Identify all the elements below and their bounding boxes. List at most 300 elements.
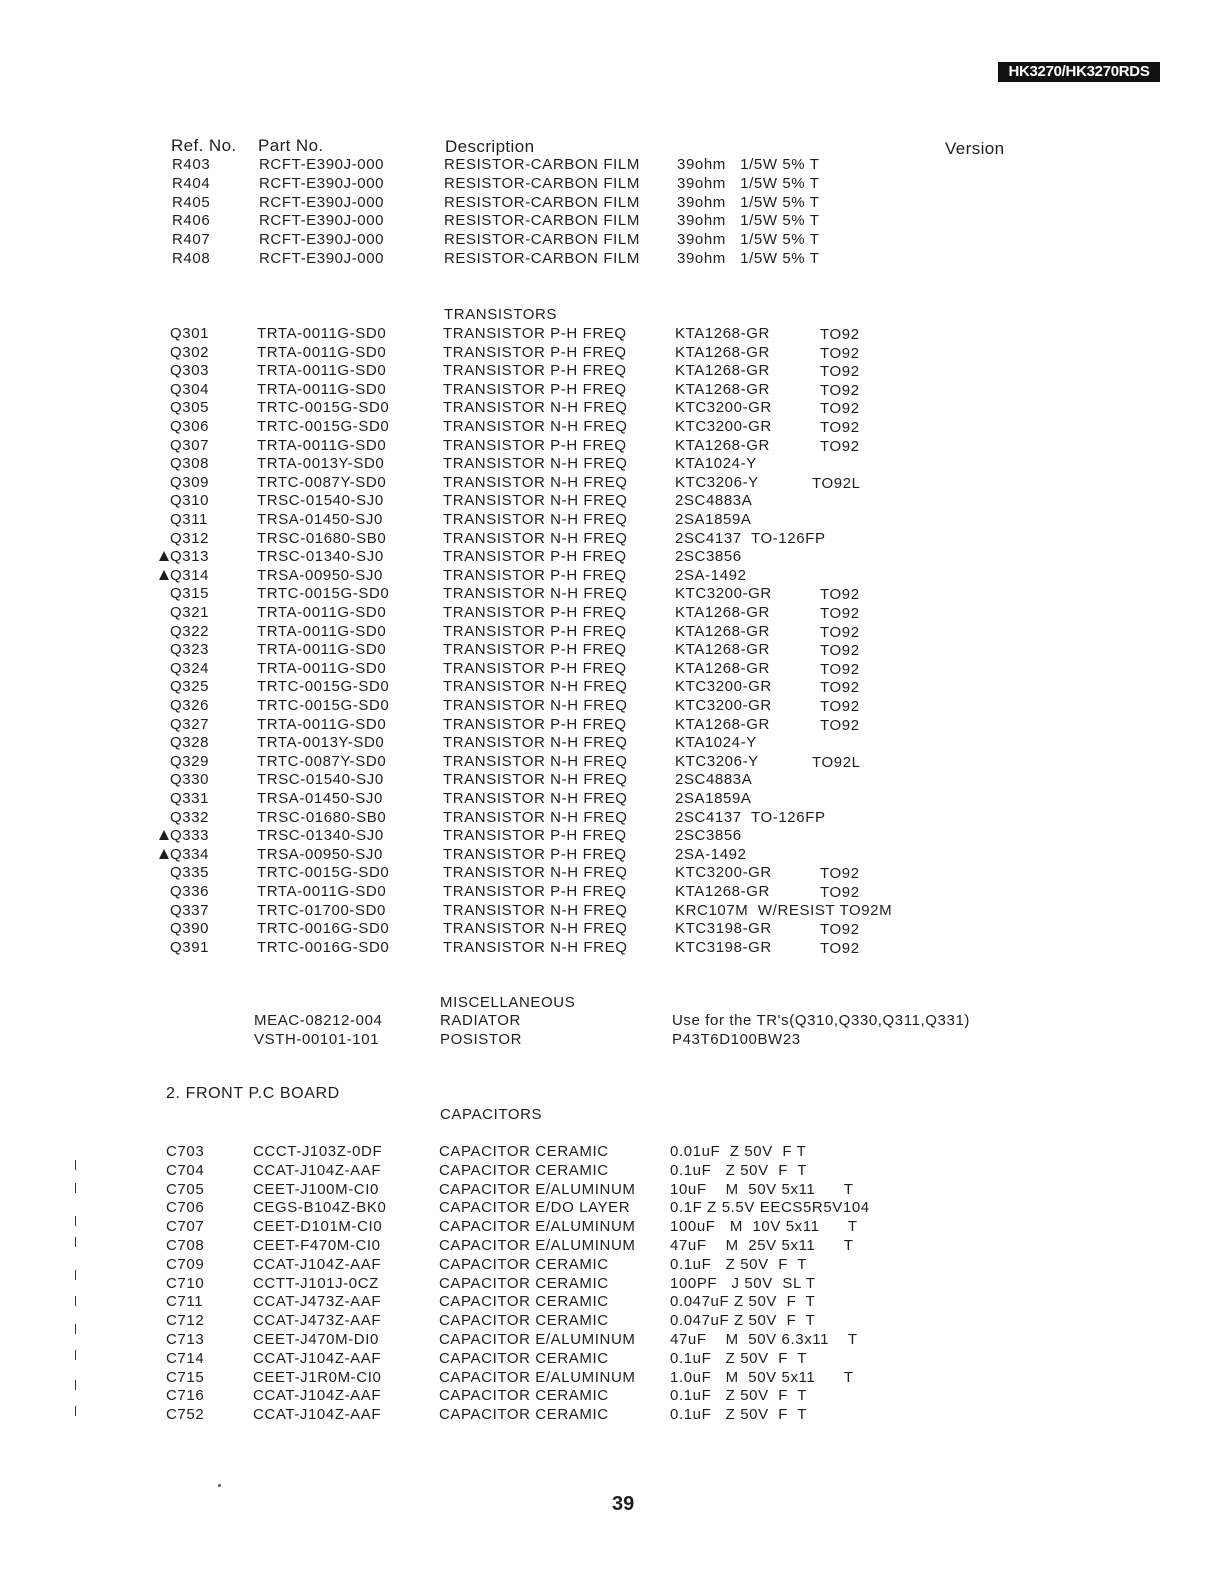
part-no: TRSC-01340-SJ0 (257, 827, 384, 844)
ref-no (166, 1331, 204, 1348)
ref-no-text: Q334 (170, 846, 210, 863)
binder-mark (75, 1350, 76, 1360)
ref-no (170, 753, 209, 770)
ref-no-text: Q302 (170, 344, 210, 361)
spec: 2SC4883A (675, 771, 753, 788)
ref-no (172, 175, 210, 192)
spec: KTA1268-GR (675, 344, 770, 361)
description: TRANSISTOR P-H FREQ (443, 604, 627, 621)
ref-no (170, 474, 209, 491)
ref-no-text: Q306 (170, 418, 210, 435)
spec: KTC3200-GR (675, 697, 772, 714)
ref-no-text: C714 (166, 1350, 205, 1367)
package: TO92 (820, 884, 860, 901)
package: TO92 (820, 382, 860, 399)
ref-no-text: Q304 (170, 381, 210, 398)
ref-no (170, 864, 209, 881)
section-title-capacitors: CAPACITORS (440, 1106, 543, 1123)
spec: 2SC4137 TO-126FP (675, 530, 826, 547)
ref-no-text: Q337 (170, 902, 210, 919)
ref-no-text: Q322 (170, 623, 210, 640)
spec: KRC107M W/RESIST TO92M (675, 902, 893, 919)
part-no: CCAT-J473Z-AAF (253, 1293, 382, 1310)
ref-no (170, 809, 209, 826)
description: TRANSISTOR P-H FREQ (443, 716, 627, 733)
description: TRANSISTOR P-H FREQ (443, 344, 627, 361)
spec: 0.1uF Z 50V F T (670, 1162, 808, 1179)
spec: KTA1268-GR (675, 660, 770, 677)
description: TRANSISTOR P-H FREQ (443, 827, 627, 844)
ref-no-text: C706 (166, 1199, 205, 1216)
description: TRANSISTOR N-H FREQ (443, 809, 628, 826)
spec: 0.047uF Z 50V F T (670, 1293, 816, 1310)
description: TRANSISTOR N-H FREQ (443, 492, 628, 509)
ref-no-text: Q326 (170, 697, 210, 714)
spec: KTC3198-GR (675, 920, 772, 937)
spec: KTC3206-Y (675, 474, 759, 491)
spec: KTA1268-GR (675, 381, 770, 398)
ref-no-text: C712 (166, 1312, 205, 1329)
part-no: TRTA-0011G-SD0 (257, 362, 387, 379)
ref-no-text: Q307 (170, 437, 210, 454)
column-header-description: Description (445, 137, 535, 156)
spec: KTC3200-GR (675, 678, 772, 695)
spec: 2SA-1492 (675, 846, 747, 863)
description: TRANSISTOR N-H FREQ (443, 753, 628, 770)
ref-no (170, 920, 209, 937)
part-no: TRTA-0013Y-SD0 (257, 734, 385, 751)
part-no: TRTC-0015G-SD0 (257, 418, 390, 435)
ref-no-text: Q314 (170, 567, 210, 584)
description: TRANSISTOR P-H FREQ (443, 623, 627, 640)
ref-no (172, 231, 210, 248)
ref-no (170, 399, 209, 416)
part-no: TRTA-0011G-SD0 (257, 325, 387, 342)
ref-no (170, 641, 209, 658)
spec: KTA1268-GR (675, 623, 770, 640)
description: TRANSISTOR P-H FREQ (443, 437, 627, 454)
ref-no (166, 1199, 204, 1216)
package: TO92 (820, 605, 860, 622)
part-no: RCFT-E390J-000 (259, 231, 385, 248)
section-title-miscellaneous: MISCELLANEOUS (440, 994, 576, 1011)
spec: KTA1268-GR (675, 604, 770, 621)
ref-no-text: Q321 (170, 604, 210, 621)
part-no: TRTA-0013Y-SD0 (257, 455, 385, 472)
safety-warning-icon (159, 570, 169, 580)
part-no: TRTC-0016G-SD0 (257, 920, 390, 937)
description: TRANSISTOR P-H FREQ (443, 362, 627, 379)
ref-no-text: Q310 (170, 492, 210, 509)
ref-no (159, 846, 209, 863)
spec: 47uF M 50V 6.3x11 T (670, 1331, 858, 1348)
ref-no (170, 771, 209, 788)
part-no: TRSC-01680-SB0 (257, 809, 387, 826)
part-no: TRTC-0015G-SD0 (257, 399, 390, 416)
spec: 0.1uF Z 50V F T (670, 1256, 808, 1273)
ref-no-text: C708 (166, 1237, 205, 1254)
description: RESISTOR-CARBON FILM (444, 194, 640, 211)
ref-no (166, 1387, 204, 1404)
package: TO92 (820, 717, 860, 734)
ref-no (170, 660, 209, 677)
part-no: TRTC-0015G-SD0 (257, 864, 390, 881)
part-no: TRTA-0011G-SD0 (257, 381, 387, 398)
part-no: CEGS-B104Z-BK0 (253, 1199, 387, 1216)
spec: 2SA1859A (675, 790, 752, 807)
ref-no (166, 1275, 204, 1292)
ref-no-text: Q332 (170, 809, 210, 826)
spec: KTA1268-GR (675, 437, 770, 454)
ref-no (170, 604, 209, 621)
ref-no-text: Q335 (170, 864, 210, 881)
part-no: CEET-D101M-CI0 (253, 1218, 383, 1235)
spec: P43T6D100BW23 (672, 1031, 801, 1048)
part-no: TRSA-01450-SJ0 (257, 511, 383, 528)
package: TO92 (820, 661, 860, 678)
ref-no (170, 418, 209, 435)
description: TRANSISTOR N-H FREQ (443, 697, 628, 714)
ref-no (170, 790, 209, 807)
ref-no (166, 1256, 204, 1273)
description: TRANSISTOR P-H FREQ (443, 846, 627, 863)
spec: 10uF M 50V 5x11 T (670, 1181, 854, 1198)
ref-no-text: C713 (166, 1331, 205, 1348)
part-no: TRTA-0011G-SD0 (257, 623, 387, 640)
binder-mark (75, 1270, 76, 1280)
ref-no (166, 1312, 204, 1329)
description: TRANSISTOR N-H FREQ (443, 585, 628, 602)
ref-no (170, 325, 209, 342)
spec: KTC3200-GR (675, 418, 772, 435)
ref-no (170, 492, 209, 509)
part-no: TRTC-0016G-SD0 (257, 939, 390, 956)
spec: 39ohm 1/5W 5% T (677, 231, 820, 248)
part-no: RCFT-E390J-000 (259, 194, 385, 211)
description: CAPACITOR CERAMIC (439, 1387, 609, 1404)
ref-no-text: R404 (172, 175, 211, 192)
binder-mark (75, 1296, 76, 1306)
description: TRANSISTOR P-H FREQ (443, 548, 627, 565)
ref-no (170, 511, 208, 528)
description: RESISTOR-CARBON FILM (444, 250, 640, 267)
description: TRANSISTOR N-H FREQ (443, 474, 628, 491)
ref-no-text: R405 (172, 194, 211, 211)
safety-warning-icon (159, 849, 169, 859)
binder-mark (75, 1216, 76, 1226)
description: CAPACITOR CERAMIC (439, 1143, 609, 1160)
ref-no (159, 567, 209, 584)
ref-no-text: Q324 (170, 660, 210, 677)
description: TRANSISTOR N-H FREQ (443, 790, 628, 807)
spec: KTA1024-Y (675, 734, 757, 751)
ref-no-text: Q305 (170, 399, 210, 416)
package: TO92 (820, 642, 860, 659)
description: CAPACITOR E/DO LAYER (439, 1199, 631, 1216)
spec: KTA1268-GR (675, 325, 770, 342)
ref-no (159, 827, 209, 844)
description: TRANSISTOR N-H FREQ (443, 902, 628, 919)
ref-no (166, 1293, 203, 1310)
package: TO92L (812, 754, 861, 771)
part-no: TRTA-0011G-SD0 (257, 344, 387, 361)
package: TO92 (820, 865, 860, 882)
ref-no (166, 1406, 204, 1423)
spec: 0.047uF Z 50V F T (670, 1312, 816, 1329)
part-no: TRSA-00950-SJ0 (257, 846, 383, 863)
binder-mark (75, 1406, 76, 1416)
package: TO92 (820, 586, 860, 603)
spec: 2SA-1492 (675, 567, 747, 584)
description: TRANSISTOR P-H FREQ (443, 381, 627, 398)
part-no: CCAT-J104Z-AAF (253, 1387, 382, 1404)
ref-no (166, 1218, 204, 1235)
spec: 0.01uF Z 50V F T (670, 1143, 807, 1160)
description: RADIATOR (440, 1012, 521, 1029)
spec: 100PF J 50V SL T (670, 1275, 816, 1292)
ref-no-text: Q331 (170, 790, 210, 807)
ref-no-text: Q327 (170, 716, 210, 733)
package: TO92 (820, 326, 860, 343)
ref-no-text: Q390 (170, 920, 210, 937)
package: TO92 (820, 419, 860, 436)
part-no: TRSA-01450-SJ0 (257, 790, 383, 807)
package: TO92 (820, 624, 860, 641)
safety-warning-icon (159, 551, 169, 561)
spec: 0.1F Z 5.5V EECS5R5V104 (670, 1199, 870, 1216)
ref-no (170, 437, 209, 454)
ref-no (170, 344, 209, 361)
ref-no (170, 678, 209, 695)
part-no: CEET-J100M-CI0 (253, 1181, 379, 1198)
spec: 1.0uF M 50V 5x11 T (670, 1369, 854, 1386)
part-no: CCTT-J101J-0CZ (253, 1275, 379, 1292)
part-no: CEET-J470M-DI0 (253, 1331, 379, 1348)
description: RESISTOR-CARBON FILM (444, 175, 640, 192)
spec: KTA1268-GR (675, 362, 770, 379)
ref-no (166, 1181, 204, 1198)
part-no: TRSC-01340-SJ0 (257, 548, 384, 565)
column-header-part-no: Part No. (258, 136, 324, 155)
ref-no (166, 1350, 204, 1367)
scan-speck (218, 1484, 221, 1487)
spec: 39ohm 1/5W 5% T (677, 212, 820, 229)
part-no: MEAC-08212-004 (254, 1012, 383, 1029)
description: CAPACITOR E/ALUMINUM (439, 1237, 636, 1254)
ref-no-text: R403 (172, 156, 211, 173)
ref-no-text: C752 (166, 1406, 205, 1423)
description: TRANSISTOR N-H FREQ (443, 530, 628, 547)
spec: KTA1024-Y (675, 455, 757, 472)
description: RESISTOR-CARBON FILM (444, 212, 640, 229)
part-no: TRTC-0087Y-SD0 (257, 753, 387, 770)
part-no: VSTH-00101-101 (254, 1031, 380, 1048)
ref-no (170, 883, 209, 900)
binder-mark (75, 1324, 76, 1334)
spec: 2SC4883A (675, 492, 753, 509)
part-no: TRTA-0011G-SD0 (257, 883, 387, 900)
ref-no (170, 716, 209, 733)
part-no: RCFT-E390J-000 (259, 250, 385, 267)
ref-no-text: Q336 (170, 883, 210, 900)
spec: KTC3200-GR (675, 399, 772, 416)
ref-no (170, 585, 209, 602)
ref-no (170, 939, 209, 956)
ref-no-text: Q330 (170, 771, 210, 788)
part-no: CEET-J1R0M-CI0 (253, 1369, 382, 1386)
description: TRANSISTOR N-H FREQ (443, 511, 628, 528)
description: TRANSISTOR P-H FREQ (443, 567, 627, 584)
description: TRANSISTOR P-H FREQ (443, 325, 627, 342)
ref-no-text: Q315 (170, 585, 210, 602)
part-no: CCAT-J473Z-AAF (253, 1312, 382, 1329)
part-no: RCFT-E390J-000 (259, 212, 385, 229)
ref-no (159, 548, 209, 565)
spec: 0.1uF Z 50V F T (670, 1387, 808, 1404)
spec: 39ohm 1/5W 5% T (677, 156, 820, 173)
description: TRANSISTOR N-H FREQ (443, 399, 628, 416)
ref-no-text: Q333 (170, 827, 210, 844)
description: TRANSISTOR N-H FREQ (443, 418, 628, 435)
column-header-version: Version (945, 139, 1005, 158)
ref-no (172, 212, 210, 229)
spec: 2SA1859A (675, 511, 752, 528)
spec: KTC3200-GR (675, 864, 772, 881)
binder-mark (75, 1380, 76, 1390)
package: TO92 (820, 679, 860, 696)
description: TRANSISTOR P-H FREQ (443, 641, 627, 658)
part-no: CEET-F470M-CI0 (253, 1237, 381, 1254)
ref-no (170, 362, 209, 379)
binder-mark (75, 1183, 76, 1193)
binder-mark (75, 1160, 76, 1170)
ref-no (172, 250, 210, 267)
package: TO92 (820, 345, 860, 362)
ref-no (170, 381, 209, 398)
ref-no-text: Q313 (170, 548, 210, 565)
spec: Use for the TR's(Q310,Q330,Q311,Q331) (672, 1012, 970, 1029)
spec: KTC3206-Y (675, 753, 759, 770)
part-no: RCFT-E390J-000 (259, 175, 385, 192)
description: TRANSISTOR N-H FREQ (443, 678, 628, 695)
model-badge: HK3270/HK3270RDS (998, 62, 1160, 82)
ref-no (170, 734, 209, 751)
ref-no (170, 902, 209, 919)
part-no: CCAT-J104Z-AAF (253, 1406, 382, 1423)
part-no: TRTC-0015G-SD0 (257, 697, 390, 714)
part-no: TRTC-01700-SD0 (257, 902, 387, 919)
part-no: CCAT-J104Z-AAF (253, 1256, 382, 1273)
spec: 100uF M 10V 5x11 T (670, 1218, 858, 1235)
description: CAPACITOR E/ALUMINUM (439, 1181, 636, 1198)
ref-no-text: Q328 (170, 734, 210, 751)
description: CAPACITOR CERAMIC (439, 1350, 609, 1367)
column-header-ref-no: Ref. No. (171, 136, 237, 155)
ref-no-text: C710 (166, 1275, 205, 1292)
description: TRANSISTOR N-H FREQ (443, 455, 628, 472)
description: TRANSISTOR N-H FREQ (443, 920, 628, 937)
part-no: TRTC-0087Y-SD0 (257, 474, 387, 491)
description: CAPACITOR CERAMIC (439, 1162, 609, 1179)
description: CAPACITOR E/ALUMINUM (439, 1218, 636, 1235)
package: TO92 (820, 940, 860, 957)
ref-no (170, 530, 209, 547)
description: CAPACITOR CERAMIC (439, 1406, 609, 1423)
description: TRANSISTOR N-H FREQ (443, 771, 628, 788)
spec: KTA1268-GR (675, 716, 770, 733)
description: CAPACITOR E/ALUMINUM (439, 1369, 636, 1386)
description: RESISTOR-CARBON FILM (444, 231, 640, 248)
ref-no-text: R408 (172, 250, 211, 267)
ref-no (166, 1162, 204, 1179)
ref-no (170, 697, 209, 714)
ref-no-text: Q308 (170, 455, 210, 472)
ref-no-text: Q325 (170, 678, 210, 695)
description: CAPACITOR CERAMIC (439, 1275, 609, 1292)
ref-no (172, 156, 210, 173)
safety-warning-icon (159, 830, 169, 840)
description: TRANSISTOR P-H FREQ (443, 660, 627, 677)
ref-no (170, 455, 209, 472)
spec: 47uF M 25V 5x11 T (670, 1237, 854, 1254)
part-no: TRSC-01540-SJ0 (257, 492, 384, 509)
ref-no-text: Q323 (170, 641, 210, 658)
ref-no-text: Q309 (170, 474, 210, 491)
description: CAPACITOR CERAMIC (439, 1312, 609, 1329)
spec: 0.1uF Z 50V F T (670, 1406, 808, 1423)
ref-no-text: C716 (166, 1387, 205, 1404)
package: TO92 (820, 363, 860, 380)
description: CAPACITOR CERAMIC (439, 1293, 609, 1310)
ref-no (166, 1237, 204, 1254)
package: TO92 (820, 438, 860, 455)
package: TO92L (812, 475, 861, 492)
section-title-front-board: 2. FRONT P.C BOARD (166, 1085, 340, 1102)
binder-mark (75, 1237, 76, 1247)
description: CAPACITOR E/ALUMINUM (439, 1331, 636, 1348)
part-no: TRTA-0011G-SD0 (257, 604, 387, 621)
part-no: TRTA-0011G-SD0 (257, 437, 387, 454)
part-no: RCFT-E390J-000 (259, 156, 385, 173)
ref-no (166, 1143, 204, 1160)
part-no: TRTA-0011G-SD0 (257, 660, 387, 677)
spec: 39ohm 1/5W 5% T (677, 250, 820, 267)
part-no: TRSC-01680-SB0 (257, 530, 387, 547)
ref-no-text: Q391 (170, 939, 210, 956)
ref-no-text: C703 (166, 1143, 205, 1160)
ref-no-text: Q329 (170, 753, 210, 770)
ref-no-text: Q301 (170, 325, 210, 342)
part-no: TRSC-01540-SJ0 (257, 771, 384, 788)
package: TO92 (820, 400, 860, 417)
part-no: TRTA-0011G-SD0 (257, 641, 387, 658)
ref-no (166, 1369, 204, 1386)
ref-no-text: R406 (172, 212, 211, 229)
ref-no-text: C715 (166, 1369, 205, 1386)
description: TRANSISTOR P-H FREQ (443, 883, 627, 900)
spec: 0.1uF Z 50V F T (670, 1350, 808, 1367)
part-no: CCAT-J104Z-AAF (253, 1162, 382, 1179)
spec: KTC3198-GR (675, 939, 772, 956)
spec: KTA1268-GR (675, 883, 770, 900)
description: TRANSISTOR N-H FREQ (443, 864, 628, 881)
part-no: CCAT-J104Z-AAF (253, 1350, 382, 1367)
page-number: 39 (612, 1493, 635, 1515)
ref-no-text: C705 (166, 1181, 205, 1198)
spec: KTC3200-GR (675, 585, 772, 602)
ref-no (170, 623, 209, 640)
ref-no-text: Q312 (170, 530, 210, 547)
